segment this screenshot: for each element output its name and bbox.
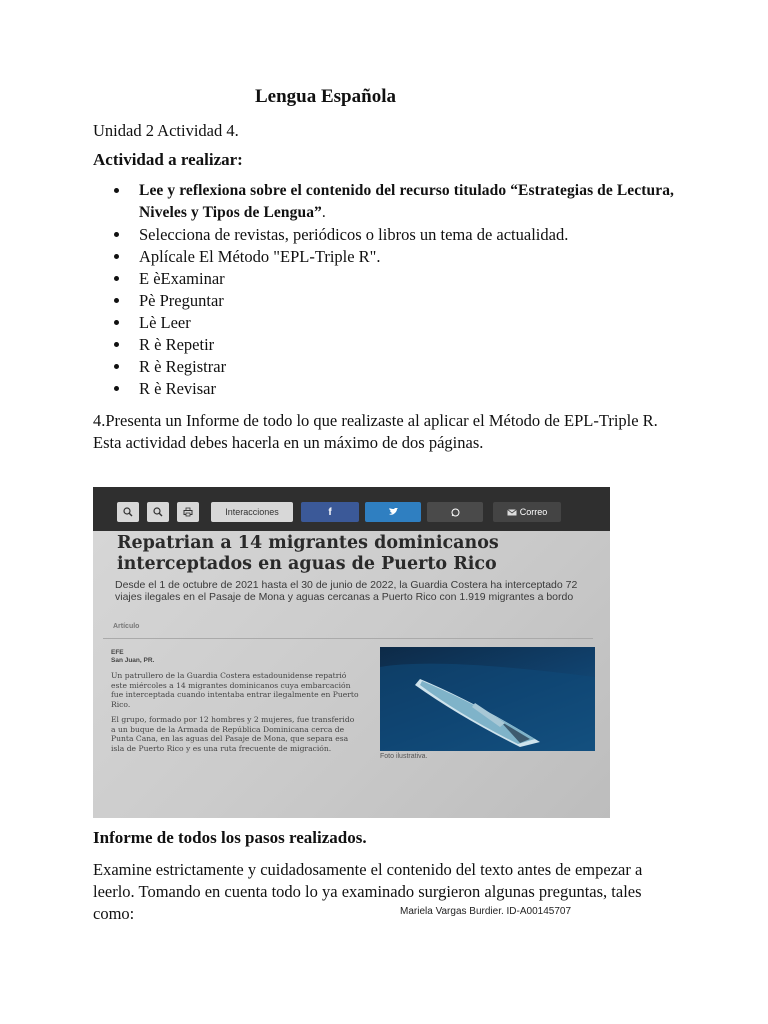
email-share-button xyxy=(493,502,561,522)
article-headline: Repatrian a 14 migrantes dominicanos interceptados en aguas de Puerto Rico xyxy=(117,533,499,574)
printer-icon xyxy=(177,502,199,522)
author-signature: Mariela Vargas Burdier. ID-A00145707 xyxy=(400,906,572,917)
photo-caption: Foto ilustrativa. xyxy=(380,753,428,760)
interactions-button: Interacciones xyxy=(211,502,293,522)
list-item: R è Revisar xyxy=(112,378,712,400)
list-item: Pè Preguntar xyxy=(112,290,712,312)
list-item xyxy=(112,180,712,224)
list-item-period: . xyxy=(321,204,326,221)
activity-heading: Actividad a realizar: xyxy=(93,150,243,169)
article-agency: EFE xyxy=(111,649,124,656)
article-tab: Artículo xyxy=(113,623,140,630)
zoom-in-icon xyxy=(147,502,169,522)
boat-photo xyxy=(380,647,595,751)
list-item-bold-text: Lee y reflexiona sobre el contenido del recurso titulado “Estrategias de Lectura, Niveles y Tipos de Lengua” xyxy=(139,182,675,221)
envelope-icon xyxy=(507,509,517,516)
twitter-icon xyxy=(365,502,421,522)
activity-list xyxy=(112,180,712,400)
article-lede: Desde el 1 de octubre de 2021 hasta el 30 de junio de 2022, la Guardia Costera ha interceptado 72 viajes ilegales en el Pasaje de Mona y aguas cercanas a Puerto Rico con 1.919 migrantes a bordo xyxy=(115,579,578,603)
list-item: Selecciona de revistas, periódicos o libros un tema de actualidad. xyxy=(112,224,712,246)
list-item: Lè Leer xyxy=(112,312,712,334)
list-item: R è Registrar xyxy=(112,356,712,378)
instruction-paragraph: 4.Presenta un Informe de todo lo que realizaste al aplicar el Método de EPL-Triple R. Esta actividad debes hacerla en un máximo de dos páginas. xyxy=(93,411,658,452)
facebook-share-button: f xyxy=(301,502,359,522)
unit-subtitle: Unidad 2 Actividad 4. xyxy=(93,121,239,140)
article-tab-divider xyxy=(103,620,593,639)
report-paragraph: Examine estrictamente y cuidadosamente el contenido del texto antes de empezar a leerlo. Tomando en cuenta todo lo ya examinado surgieron algunas preguntas, tales como: xyxy=(93,860,643,923)
article-paragraph: Un patrullero de la Guardia Costera estadounidense repatrió este miércoles a 14 migrantes dominicanos cuya embarcación fue interceptada cuando intentaba entrar ilegalmente en Puerto Rico. xyxy=(111,671,359,709)
news-article-photo xyxy=(93,487,610,818)
article-paragraph: El grupo, formado por 12 hombres y 2 mujeres, fue transferido a un buque de la Armada de República Dominicana cerca de Punta Cana, en las aguas del Pasaje de Mona, que separa esa isla de Puerto Rico y es una ruta frecuente de migración. xyxy=(111,715,355,753)
zoom-out-icon xyxy=(117,502,139,522)
article-dateline: San Juan, PR. xyxy=(111,657,155,664)
whatsapp-icon xyxy=(427,502,483,522)
email-label: Correo xyxy=(519,507,548,517)
article-body xyxy=(111,649,361,753)
steps-heading: Informe de todos los pasos realizados. xyxy=(93,828,367,847)
document-title: Lengua Española xyxy=(255,86,396,107)
list-item: R è Repetir xyxy=(112,334,712,356)
list-item: E èExaminar xyxy=(112,268,712,290)
list-item: Aplícale El Método "EPL-Triple R". xyxy=(112,246,712,268)
article-toolbar xyxy=(93,487,610,531)
